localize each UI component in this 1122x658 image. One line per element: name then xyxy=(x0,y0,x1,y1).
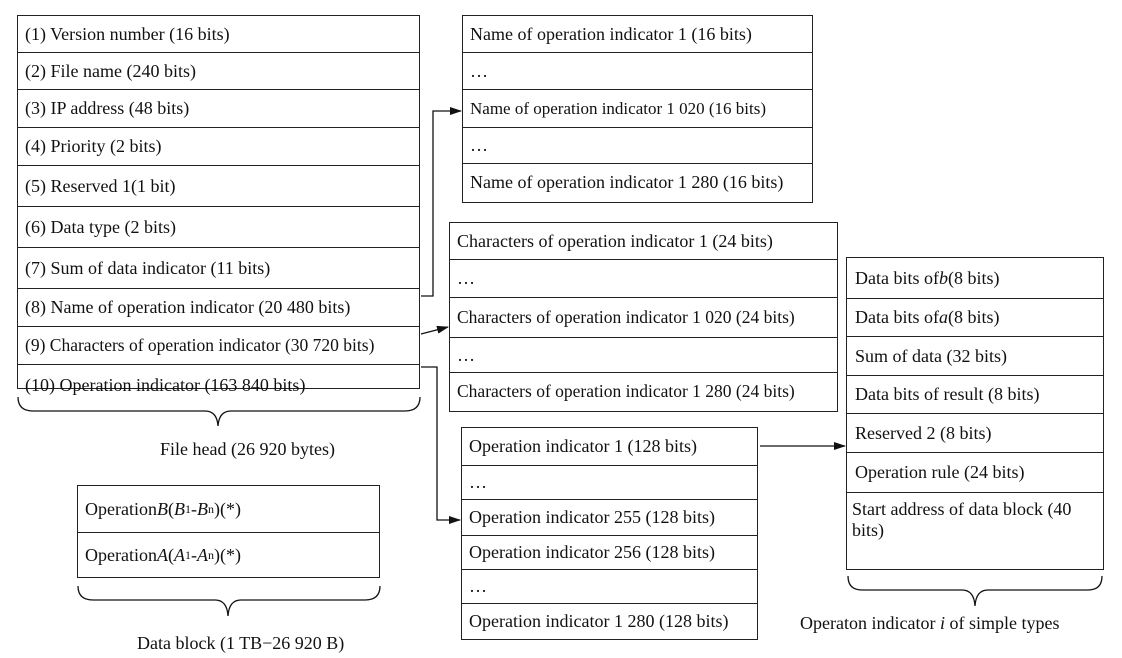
operation-indicator-row: Operation indicator 255 (128 bits) xyxy=(462,500,757,536)
file-head-row: (6) Data type (2 bits) xyxy=(18,207,419,248)
row-text: )(*) xyxy=(213,544,241,565)
row-var: B xyxy=(196,498,208,519)
row-text: Data bits of xyxy=(855,267,939,288)
operation-indicator-row: Operation indicator 1 (128 bits) xyxy=(462,428,757,466)
caption-text: of simple types xyxy=(944,613,1060,633)
simple-type-row: Reserved 2 (8 bits) xyxy=(847,414,1103,453)
row-var: B xyxy=(173,498,185,519)
file-head-caption: File head (26 920 bytes) xyxy=(160,439,335,459)
row-text: (8 bits) xyxy=(947,267,1000,288)
name-indicator-row: … xyxy=(463,53,812,90)
row-var: A xyxy=(156,544,168,565)
operation-indicator-row: … xyxy=(462,570,757,604)
row-text: ( xyxy=(167,544,174,565)
arrow-characters-indicator xyxy=(421,327,448,334)
row-text: - xyxy=(190,544,197,565)
row-text: (8 bits) xyxy=(947,307,1000,327)
operation-indicator-row: … xyxy=(462,466,757,500)
file-head-row: (8) Name of operation indicator (20 480 bits) xyxy=(18,289,419,327)
file-head-row: (4) Priority (2 bits) xyxy=(18,128,419,166)
row-sub: n xyxy=(207,547,214,562)
row-text: Operation xyxy=(85,544,157,565)
characters-indicator-row: … xyxy=(450,260,837,298)
file-head-row: (7) Sum of data indicator (11 bits) xyxy=(18,248,419,289)
row-var: b xyxy=(938,267,948,288)
simple-type-row: Sum of data (32 bits) xyxy=(847,337,1103,376)
row-sub: 1 xyxy=(184,547,191,562)
data-block-caption: Data block (1 TB−26 920 B) xyxy=(137,633,345,653)
caption-text: Operaton indicator xyxy=(800,613,940,633)
file-head-row: (9) Characters of operation indicator (30 720 bits) xyxy=(18,327,419,365)
row-var: B xyxy=(156,498,168,519)
name-indicator-row: Name of operation indicator 1 (16 bits) xyxy=(463,16,812,53)
row-var: a xyxy=(938,307,948,327)
file-head-brace xyxy=(18,397,420,426)
file-head-row: (3) IP address (48 bits) xyxy=(18,90,419,128)
file-head-row: (1) Version number (16 bits) xyxy=(18,16,419,53)
simple-types-brace xyxy=(848,576,1102,606)
name-indicator-row: Name of operation indicator 1 020 (16 bits) xyxy=(463,90,812,128)
row-text: - xyxy=(190,498,197,519)
characters-indicator-row: Characters of operation indicator 1 020 (24 bits) xyxy=(450,298,837,338)
characters-indicator-row: Characters of operation indicator 1 (24 bits) xyxy=(450,223,837,260)
simple-type-row: Operation rule (24 bits) xyxy=(847,453,1103,493)
arrow-name-indicator xyxy=(421,111,461,296)
row-sub: 1 xyxy=(184,501,191,516)
file-head-row: (2) File name (240 bits) xyxy=(18,53,419,90)
row-var: A xyxy=(196,544,208,565)
file-head-row: (5) Reserved 1(1 bit) xyxy=(18,166,419,207)
row-text: Operation xyxy=(85,498,157,519)
characters-indicator-row: … xyxy=(450,338,837,373)
name-indicator-row: Name of operation indicator 1 280 (16 bits) xyxy=(470,172,784,192)
caption-var: i xyxy=(939,613,945,633)
operation-indicator-row: Operation indicator 256 (128 bits) xyxy=(462,536,757,570)
file-head-row: (10) Operation indicator (163 840 bits) xyxy=(25,375,306,395)
arrow-operation-indicator xyxy=(421,367,460,520)
row-text: Data bits of xyxy=(855,307,939,327)
name-indicator-row: … xyxy=(463,128,812,164)
simple-type-row: Start address of data block (40 bits) xyxy=(852,499,1072,540)
row-sub: n xyxy=(207,501,214,516)
row-text: ( xyxy=(167,498,174,519)
row-var: A xyxy=(173,544,185,565)
row-text: )(*) xyxy=(213,498,241,519)
characters-indicator-row: Characters of operation indicator 1 280 (24 bits) xyxy=(457,381,795,401)
data-block-brace xyxy=(78,586,380,616)
simple-type-row: Data bits of result (8 bits) xyxy=(847,376,1103,414)
operation-indicator-row: Operation indicator 1 280 (128 bits) xyxy=(469,611,729,631)
